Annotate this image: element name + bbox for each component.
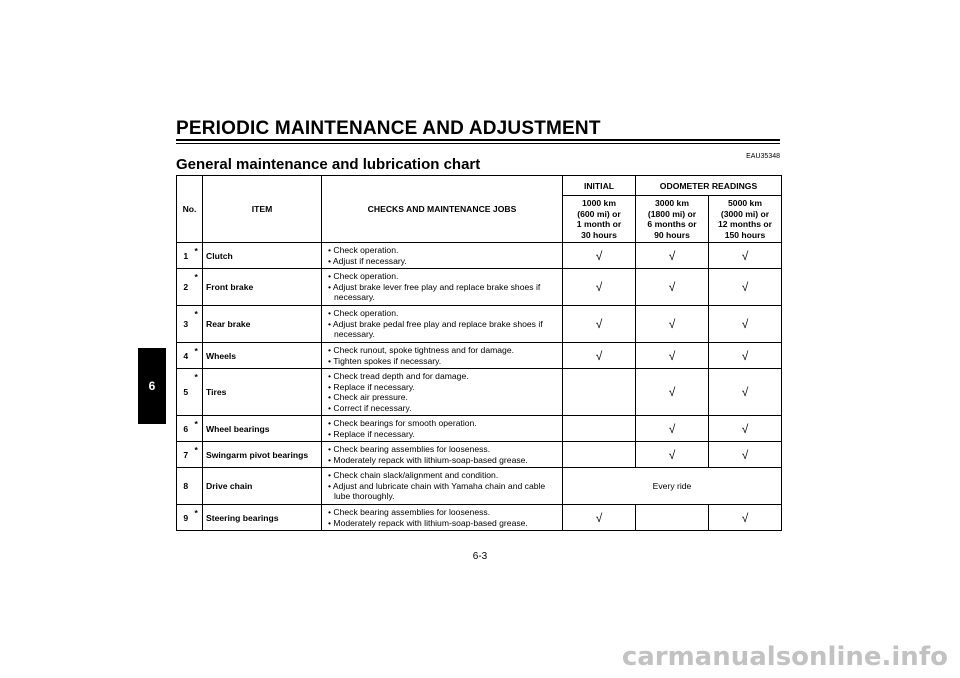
header-rule — [176, 139, 780, 141]
job-line: • Replace if necessary. — [325, 382, 559, 393]
check-mark-cell: √ — [709, 369, 782, 416]
check-mark-cell — [563, 442, 636, 468]
check-mark-cell: √ — [636, 442, 709, 468]
check-mark-cell: √ — [563, 306, 636, 343]
table-row — [177, 468, 782, 505]
row-item: Swingarm pivot bearings — [203, 442, 322, 468]
table-row — [177, 442, 782, 468]
job-line: • Moderately repack with lithium-soap-based grease. — [325, 518, 559, 529]
row-jobs — [322, 306, 563, 343]
row-item: Steering bearings — [203, 505, 322, 531]
header-odometer: ODOMETER READINGS — [636, 176, 782, 196]
row-star: * — [195, 269, 203, 306]
interval-label: 3000 km (1800 mi) or 6 months or 90 hours — [647, 198, 697, 240]
job-line: • Adjust brake lever free play and replace brake shoes if necessary. — [325, 282, 559, 303]
page-header-title: PERIODIC MAINTENANCE AND ADJUSTMENT — [176, 118, 601, 139]
check-mark-cell: √ — [563, 243, 636, 269]
job-line: • Check runout, spoke tightness and for damage. — [325, 345, 559, 356]
check-mark-cell: √ — [709, 416, 782, 442]
row-item: Front brake — [203, 269, 322, 306]
job-line: • Check bearings for smooth operation. — [325, 418, 559, 429]
check-mark-cell: √ — [709, 269, 782, 306]
interval-header — [563, 196, 636, 243]
job-line: • Check operation. — [325, 308, 559, 319]
interval-header — [709, 196, 782, 243]
check-mark-cell: √ — [636, 306, 709, 343]
job-line: • Check air pressure. — [325, 392, 559, 403]
job-line: • Adjust brake pedal free play and replace brake shoes if necessary. — [325, 319, 559, 340]
row-star: * — [195, 505, 203, 531]
interval-label: 5000 km (3000 mi) or 12 months or 150 hours — [718, 198, 772, 240]
row-item: Wheels — [203, 343, 322, 369]
check-mark-cell — [563, 369, 636, 416]
row-number: 5 — [177, 369, 195, 416]
header-item: ITEM — [203, 176, 322, 243]
table-row — [177, 505, 782, 531]
row-star: * — [195, 306, 203, 343]
job-line: • Check bearing assemblies for looseness. — [325, 444, 559, 455]
header-rule-thin — [176, 143, 780, 144]
maintenance-table — [176, 175, 782, 531]
row-number: 6 — [177, 416, 195, 442]
row-item: Clutch — [203, 243, 322, 269]
check-mark-cell — [636, 505, 709, 531]
check-mark-cell: √ — [563, 269, 636, 306]
row-jobs — [322, 442, 563, 468]
row-item: Drive chain — [203, 468, 322, 505]
row-jobs — [322, 269, 563, 306]
check-mark-cell: √ — [563, 343, 636, 369]
interval-label: 1000 km (600 mi) or 1 month or 30 hours — [576, 198, 622, 240]
check-mark-cell: √ — [563, 505, 636, 531]
row-item: Rear brake — [203, 306, 322, 343]
job-line: • Check bearing assemblies for looseness. — [325, 507, 559, 518]
check-mark-cell — [563, 416, 636, 442]
job-line: • Replace if necessary. — [325, 429, 559, 440]
watermark: carmanualsonline.info — [621, 642, 948, 672]
job-line: • Check chain slack/alignment and condition. — [325, 470, 559, 481]
job-line: • Check tread depth and for damage. — [325, 371, 559, 382]
row-jobs — [322, 505, 563, 531]
row-number: 8 — [177, 468, 195, 505]
row-star: * — [195, 369, 203, 416]
check-mark-cell: √ — [636, 243, 709, 269]
check-mark-cell: √ — [636, 343, 709, 369]
job-line: • Check operation. — [325, 245, 559, 256]
table-row — [177, 243, 782, 269]
every-ride-cell: Every ride — [563, 468, 782, 505]
header-jobs: CHECKS AND MAINTENANCE JOBS — [322, 176, 563, 243]
job-line: • Moderately repack with lithium-soap-based grease. — [325, 455, 559, 466]
row-jobs — [322, 416, 563, 442]
row-star: * — [195, 343, 203, 369]
row-number: 1 — [177, 243, 195, 269]
table-row — [177, 416, 782, 442]
check-mark-cell: √ — [709, 306, 782, 343]
section-title: General maintenance and lubrication chart — [176, 156, 481, 173]
row-number: 3 — [177, 306, 195, 343]
reference-code: EAU35348 — [746, 153, 780, 160]
row-jobs — [322, 468, 563, 505]
row-jobs — [322, 243, 563, 269]
row-number: 9 — [177, 505, 195, 531]
check-mark-cell: √ — [636, 269, 709, 306]
table-row — [177, 369, 782, 416]
header-no: No. — [177, 176, 203, 243]
table-body — [177, 243, 782, 531]
row-number: 7 — [177, 442, 195, 468]
row-number: 2 — [177, 269, 195, 306]
check-mark-cell: √ — [709, 442, 782, 468]
check-mark-cell: √ — [709, 505, 782, 531]
job-line: • Adjust if necessary. — [325, 256, 559, 267]
table-row — [177, 269, 782, 306]
job-line: • Check operation. — [325, 271, 559, 282]
row-star: * — [195, 442, 203, 468]
job-line: • Correct if necessary. — [325, 403, 559, 414]
check-mark-cell: √ — [709, 343, 782, 369]
row-star: * — [195, 416, 203, 442]
row-jobs — [322, 343, 563, 369]
row-item: Wheel bearings — [203, 416, 322, 442]
chapter-tab: 6 — [138, 348, 166, 424]
page-number: 6-3 — [472, 551, 488, 562]
row-star — [195, 468, 203, 505]
check-mark-cell: √ — [709, 243, 782, 269]
job-line: • Tighten spokes if necessary. — [325, 356, 559, 367]
job-line: • Adjust and lubricate chain with Yamaha chain and cable lube thoroughly. — [325, 481, 559, 502]
row-star: * — [195, 243, 203, 269]
header-initial: INITIAL — [563, 176, 636, 196]
table-row — [177, 306, 782, 343]
row-item: Tires — [203, 369, 322, 416]
row-jobs — [322, 369, 563, 416]
check-mark-cell: √ — [636, 416, 709, 442]
interval-header — [636, 196, 709, 243]
check-mark-cell: √ — [636, 369, 709, 416]
table-row — [177, 343, 782, 369]
row-number: 4 — [177, 343, 195, 369]
